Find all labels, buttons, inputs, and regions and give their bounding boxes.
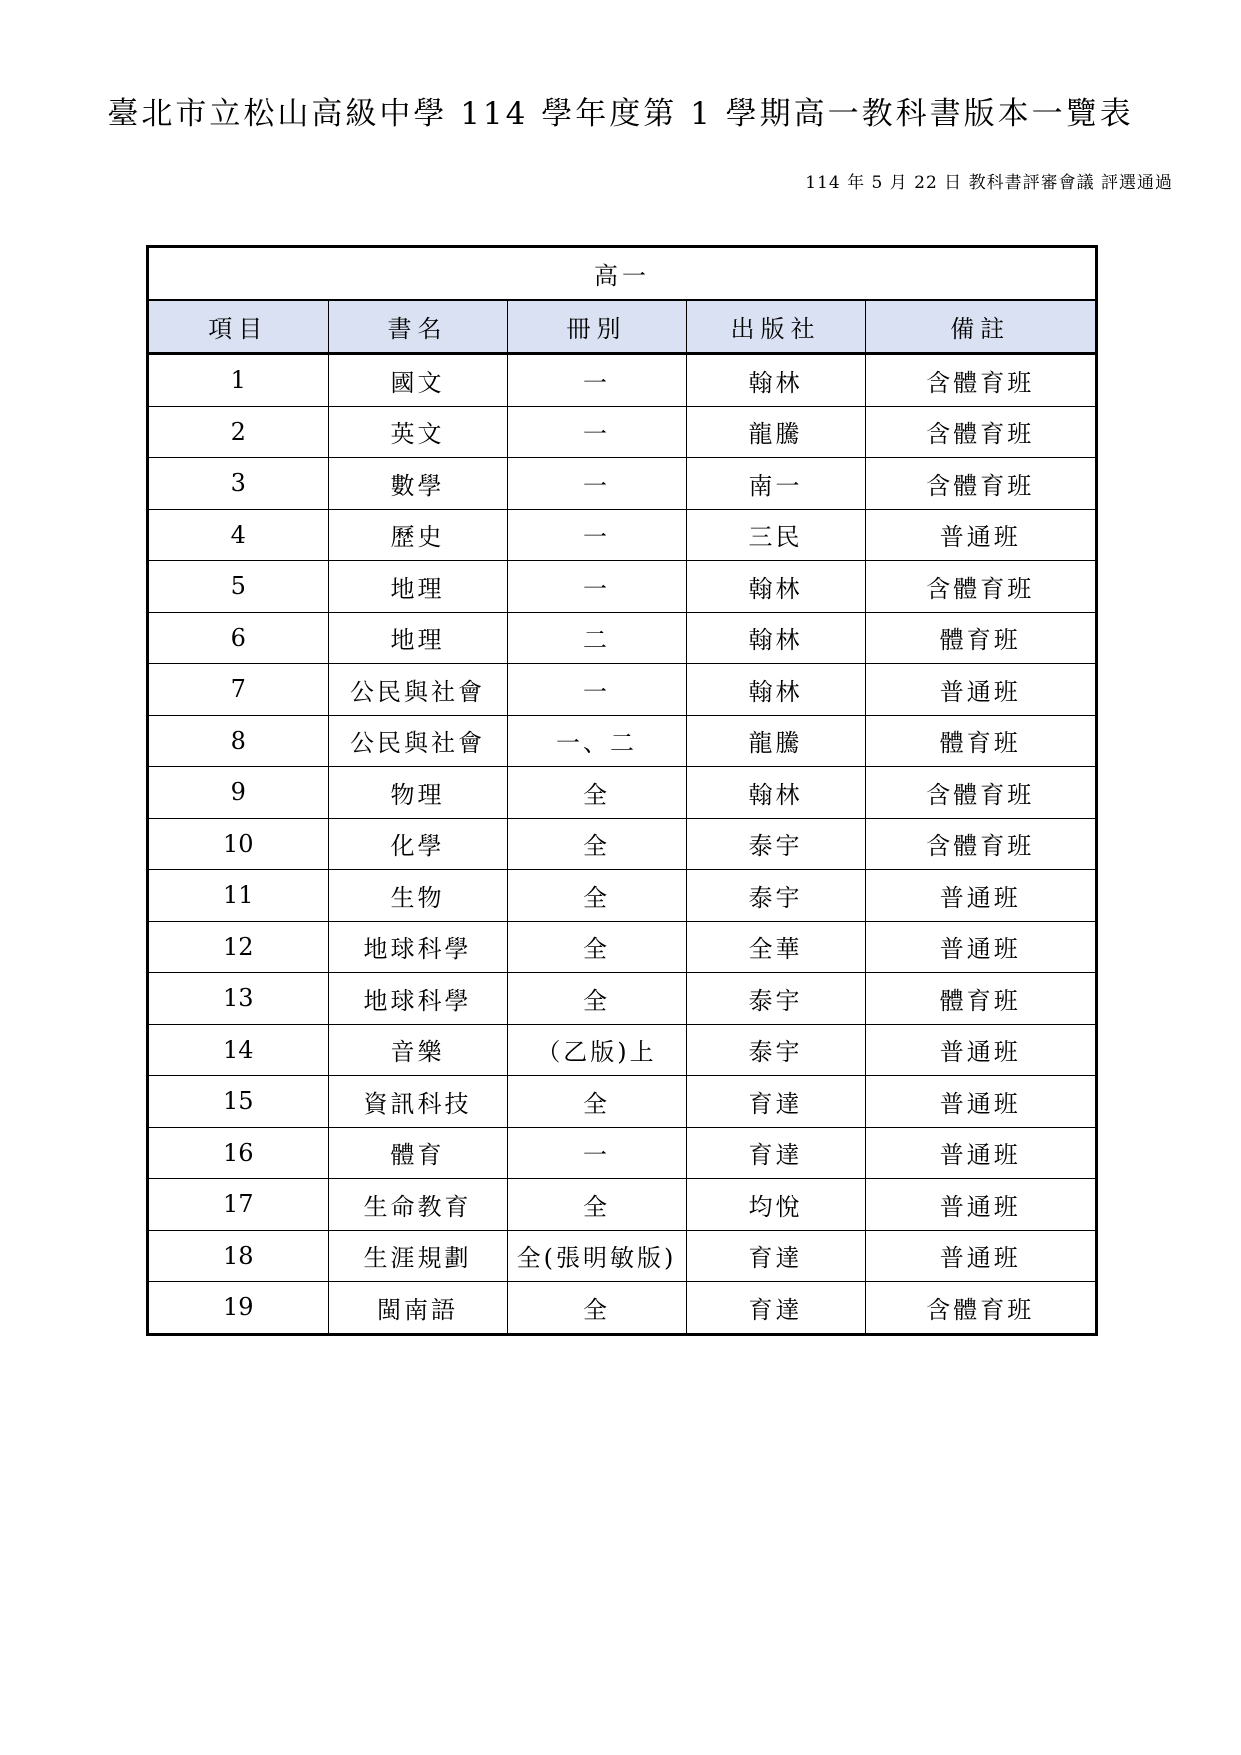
remarks-cell: 含體育班 — [865, 818, 1095, 870]
remarks-cell: 普通班 — [865, 1127, 1095, 1179]
volume-cell: 全 — [507, 767, 686, 819]
column-header-volume: 冊別 — [507, 300, 686, 354]
book-title-cell: 公民與社會 — [328, 664, 507, 716]
publisher-cell: 南一 — [686, 458, 865, 510]
item-number-cell: 3 — [149, 458, 328, 510]
item-number-cell: 13 — [149, 973, 328, 1025]
volume-cell: 一 — [507, 664, 686, 716]
table-row — [149, 406, 1095, 458]
table-row — [149, 509, 1095, 561]
remarks-cell: 體育班 — [865, 973, 1095, 1025]
table-row — [149, 458, 1095, 510]
item-number-cell: 4 — [149, 509, 328, 561]
volume-cell: 一 — [507, 561, 686, 613]
table-row — [149, 715, 1095, 767]
table-row — [149, 1076, 1095, 1128]
item-number-cell: 14 — [149, 1024, 328, 1076]
publisher-cell: 翰林 — [686, 612, 865, 664]
page-title: 臺北市立松山高級中學 114 學年度第 1 學期高一教科書版本一覽表 — [107, 96, 1134, 132]
remarks-cell: 普通班 — [865, 870, 1095, 922]
table-row — [149, 1230, 1095, 1282]
item-number-cell: 9 — [149, 767, 328, 819]
remarks-cell: 含體育班 — [865, 406, 1095, 458]
volume-cell: 全 — [507, 1179, 686, 1231]
grade-header-row — [149, 248, 1095, 300]
book-title-cell: 地球科學 — [328, 921, 507, 973]
volume-cell: 一 — [507, 458, 686, 510]
volume-cell: 一 — [507, 1127, 686, 1179]
publisher-cell: 育達 — [686, 1127, 865, 1179]
table-row — [149, 561, 1095, 613]
book-title-cell: 化學 — [328, 818, 507, 870]
book-title-cell: 閩南語 — [328, 1282, 507, 1333]
book-title-cell: 體育 — [328, 1127, 507, 1179]
table-row — [149, 818, 1095, 870]
table-row — [149, 1024, 1095, 1076]
item-number-cell: 10 — [149, 818, 328, 870]
volume-cell: 全 — [507, 818, 686, 870]
book-title-cell: 物理 — [328, 767, 507, 819]
remarks-cell: 體育班 — [865, 612, 1095, 664]
item-number-cell: 6 — [149, 612, 328, 664]
item-number-cell: 16 — [149, 1127, 328, 1179]
remarks-cell: 含體育班 — [865, 561, 1095, 613]
remarks-cell: 普通班 — [865, 1179, 1095, 1231]
item-number-cell: 12 — [149, 921, 328, 973]
remarks-cell: 含體育班 — [865, 767, 1095, 819]
column-header-title: 書名 — [328, 300, 507, 354]
table-row — [149, 1127, 1095, 1179]
volume-cell: 二 — [507, 612, 686, 664]
book-title-cell: 地理 — [328, 561, 507, 613]
column-header-publisher: 出版社 — [686, 300, 865, 354]
table-row — [149, 973, 1095, 1025]
remarks-cell: 普通班 — [865, 1230, 1095, 1282]
book-title-cell: 資訊科技 — [328, 1076, 507, 1128]
book-title-cell: 音樂 — [328, 1024, 507, 1076]
book-title-cell: 生涯規劃 — [328, 1230, 507, 1282]
item-number-cell: 5 — [149, 561, 328, 613]
publisher-cell: 育達 — [686, 1076, 865, 1128]
volume-cell: 全 — [507, 1282, 686, 1333]
item-number-cell: 15 — [149, 1076, 328, 1128]
publisher-cell: 泰宇 — [686, 1024, 865, 1076]
book-title-cell: 地球科學 — [328, 973, 507, 1025]
table-row — [149, 354, 1095, 407]
book-title-cell: 歷史 — [328, 509, 507, 561]
remarks-cell: 含體育班 — [865, 458, 1095, 510]
remarks-cell: 體育班 — [865, 715, 1095, 767]
publisher-cell: 泰宇 — [686, 870, 865, 922]
item-number-cell: 1 — [149, 354, 328, 407]
publisher-cell: 泰宇 — [686, 973, 865, 1025]
publisher-cell: 育達 — [686, 1230, 865, 1282]
item-number-cell: 7 — [149, 664, 328, 716]
volume-cell: 一、二 — [507, 715, 686, 767]
table-row — [149, 870, 1095, 922]
grade-label: 高一 — [149, 248, 1095, 300]
table-row — [149, 1282, 1095, 1333]
volume-cell: 全(張明敏版) — [507, 1230, 686, 1282]
volume-cell: 全 — [507, 1076, 686, 1128]
volume-cell: 一 — [507, 406, 686, 458]
publisher-cell: 育達 — [686, 1282, 865, 1333]
volume-cell: 全 — [507, 973, 686, 1025]
book-title-cell: 生物 — [328, 870, 507, 922]
publisher-cell: 翰林 — [686, 664, 865, 716]
column-header-row — [149, 300, 1095, 354]
publisher-cell: 三民 — [686, 509, 865, 561]
book-title-cell: 數學 — [328, 458, 507, 510]
remarks-cell: 普通班 — [865, 1024, 1095, 1076]
publisher-cell: 全華 — [686, 921, 865, 973]
publisher-cell: 翰林 — [686, 354, 865, 407]
column-header-remarks: 備註 — [865, 300, 1095, 354]
table-row — [149, 664, 1095, 716]
volume-cell: （乙版)上 — [507, 1024, 686, 1076]
book-title-cell: 生命教育 — [328, 1179, 507, 1231]
item-number-cell: 8 — [149, 715, 328, 767]
publisher-cell: 均悅 — [686, 1179, 865, 1231]
item-number-cell: 11 — [149, 870, 328, 922]
remarks-cell: 含體育班 — [926, 1295, 1035, 1324]
item-number-cell: 18 — [149, 1230, 328, 1282]
volume-cell: 一 — [507, 354, 686, 407]
book-title-cell: 國文 — [328, 354, 507, 407]
publisher-cell: 翰林 — [686, 561, 865, 613]
item-number-cell: 19 — [149, 1282, 328, 1333]
volume-cell: 一 — [507, 509, 686, 561]
table-body — [149, 354, 1095, 1333]
publisher-cell: 龍騰 — [686, 406, 865, 458]
item-number-cell: 2 — [149, 406, 328, 458]
volume-cell: 全 — [507, 921, 686, 973]
table-row — [149, 1179, 1095, 1231]
publisher-cell: 翰林 — [686, 767, 865, 819]
publisher-cell: 泰宇 — [686, 818, 865, 870]
remarks-cell: 普通班 — [865, 664, 1095, 716]
remarks-cell: 普通班 — [865, 921, 1095, 973]
item-number-cell: 17 — [149, 1179, 328, 1231]
approval-note: 114 年 5 月 22 日 教科書評審會議 評選通過 — [805, 173, 1173, 193]
book-title-cell: 英文 — [328, 406, 507, 458]
textbook-table — [146, 245, 1098, 1336]
publisher-cell: 龍騰 — [686, 715, 865, 767]
column-header-item: 項目 — [149, 300, 328, 354]
table-row — [149, 767, 1095, 819]
remarks-cell: 含體育班 — [865, 354, 1095, 407]
book-title-cell: 地理 — [328, 612, 507, 664]
table-row — [149, 921, 1095, 973]
book-title-cell: 公民與社會 — [328, 715, 507, 767]
remarks-cell: 普通班 — [865, 509, 1095, 561]
volume-cell: 全 — [507, 870, 686, 922]
table-row — [149, 612, 1095, 664]
remarks-cell: 普通班 — [865, 1076, 1095, 1128]
